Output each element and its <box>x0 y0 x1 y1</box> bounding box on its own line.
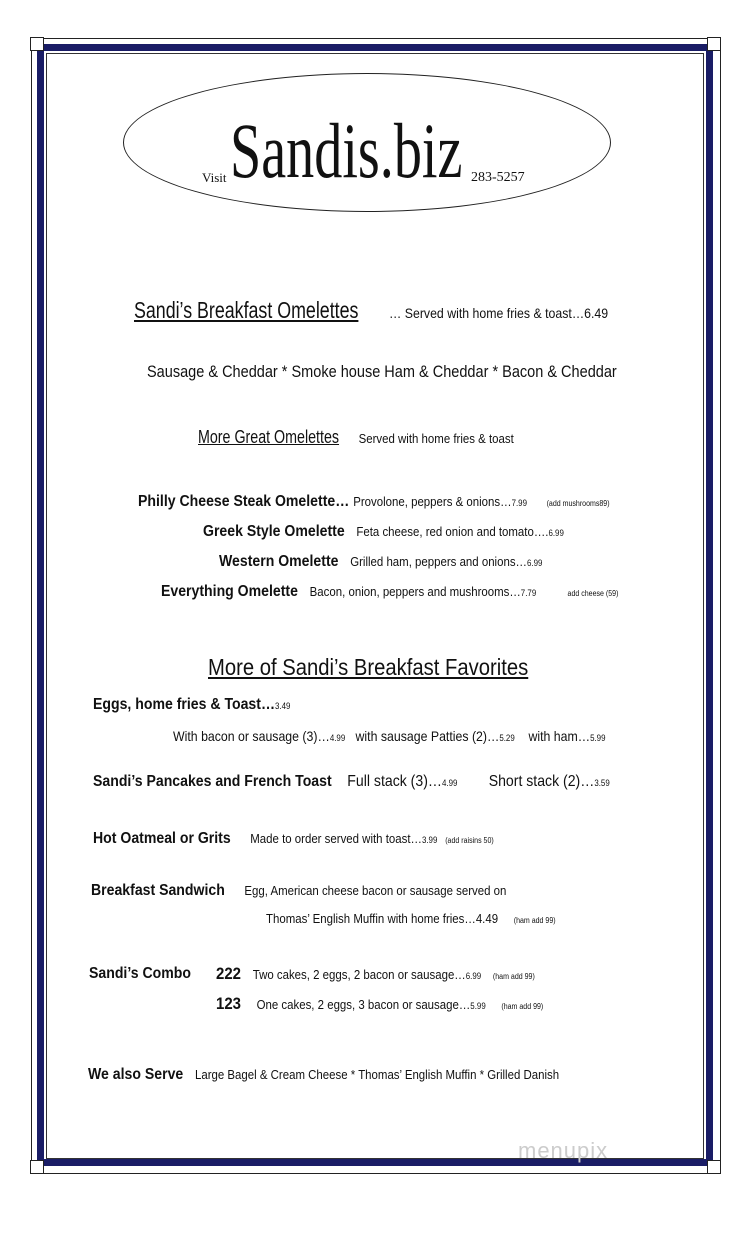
item-desc: One cakes, 2 eggs, 3 bacon or sausage… <box>256 997 471 1012</box>
watermark: menupix <box>518 1138 609 1163</box>
item-name: Breakfast Sandwich <box>91 882 225 899</box>
item-desc: Made to order served with toast… <box>250 831 422 846</box>
item-name: Philly Cheese Steak Omelette… <box>138 493 350 510</box>
item-price: 5.99 <box>470 1001 486 1011</box>
menu-item-sandwich <box>91 882 506 900</box>
combo-code: 123 <box>216 994 241 1013</box>
item-note: (ham add 99) <box>501 1002 544 1011</box>
item-price: 7.79 <box>520 588 537 598</box>
more-omelettes-subtitle: Served with home fries & toast <box>358 431 514 446</box>
phone-number: 283-5257 <box>471 170 525 185</box>
more-omelettes-heading <box>198 427 514 448</box>
option: with ham… <box>528 728 591 744</box>
combo-title: Sandi’s Combo <box>89 965 191 982</box>
option: with sausage Patties (2)… <box>355 728 500 744</box>
item-price: 3.49 <box>275 701 291 711</box>
menu-item-eggs <box>93 696 290 714</box>
favorites-title: More of Sandi’s Breakfast Favorites <box>208 654 529 680</box>
item-desc: Thomas’ English Muffin with home fries…4.49 <box>266 911 499 926</box>
option-price: 5.29 <box>499 733 515 743</box>
item-name: Eggs, home fries & Toast… <box>93 696 276 713</box>
item-price: 6.99 <box>526 558 543 568</box>
item-note: (ham add 99) <box>492 972 535 981</box>
sandwich-line-2 <box>266 910 556 928</box>
corner-ornament <box>30 1160 44 1174</box>
omelettes-subtitle: … Served with home fries & toast…6.49 <box>389 305 609 321</box>
item-price: 6.99 <box>548 528 564 538</box>
item-name: Everything Omelette <box>161 583 298 600</box>
omelettes-heading <box>134 297 608 324</box>
item-note: add cheese (59) <box>567 589 619 598</box>
menu-item <box>138 493 610 511</box>
option: Full stack (3)… <box>347 773 442 790</box>
corner-ornament <box>707 37 721 51</box>
visit-label: Visit <box>202 170 227 185</box>
menu-item-also-serve <box>88 1066 559 1084</box>
option-price: 5.99 <box>590 733 606 743</box>
menu-item <box>219 553 542 571</box>
combo-item <box>216 964 535 984</box>
item-desc: Egg, American cheese bacon or sausage served on <box>244 883 507 898</box>
item-price: 6.99 <box>465 971 482 981</box>
corner-ornament <box>707 1160 721 1174</box>
omelette-varieties: Sausage & Cheddar * Smoke house Ham & Cheddar * Bacon & Cheddar <box>147 363 617 381</box>
menu-item-pancakes <box>93 773 610 791</box>
option-price: 4.99 <box>329 733 346 743</box>
menu-item <box>203 523 564 541</box>
option: With bacon or sausage (3)… <box>173 728 330 744</box>
item-price: 7.99 <box>511 498 528 508</box>
option-price: 4.99 <box>441 778 458 788</box>
item-price: 3.99 <box>421 835 438 845</box>
option-price: 3.59 <box>594 778 610 788</box>
omelettes-title: Sandi’s Breakfast Omelettes <box>134 297 359 323</box>
more-omelettes-title: More Great Omelettes <box>198 427 340 447</box>
item-desc: Two cakes, 2 eggs, 2 bacon or sausage… <box>252 967 466 982</box>
item-name: Sandi’s Pancakes and French Toast <box>93 773 332 790</box>
item-name: We also Serve <box>88 1066 184 1083</box>
menu-item <box>161 583 618 601</box>
combo-item <box>216 994 543 1014</box>
item-name: Hot Oatmeal or Grits <box>93 830 231 847</box>
item-name: Western Omelette <box>219 553 339 570</box>
option: Short stack (2)… <box>488 773 595 790</box>
menu-item-oatmeal <box>93 830 494 848</box>
combo-code: 222 <box>216 964 241 983</box>
item-desc: Provolone, peppers & onions… <box>353 494 512 509</box>
item-desc: Large Bagel & Cream Cheese * Thomas’ English Muffin * Grilled Danish <box>194 1067 560 1082</box>
logo-text: Sandis.biz <box>230 107 463 194</box>
item-note: (add raisins 50) <box>445 836 494 845</box>
item-desc: Feta cheese, red onion and tomato…. <box>356 524 549 539</box>
eggs-options <box>173 728 605 744</box>
item-note: (add mushrooms89) <box>546 499 610 508</box>
item-note: (ham add 99) <box>513 916 556 925</box>
item-desc: Bacon, onion, peppers and mushrooms… <box>309 584 521 599</box>
item-name: Greek Style Omelette <box>203 523 345 540</box>
item-desc: Grilled ham, peppers and onions… <box>350 554 527 569</box>
corner-ornament <box>30 37 44 51</box>
